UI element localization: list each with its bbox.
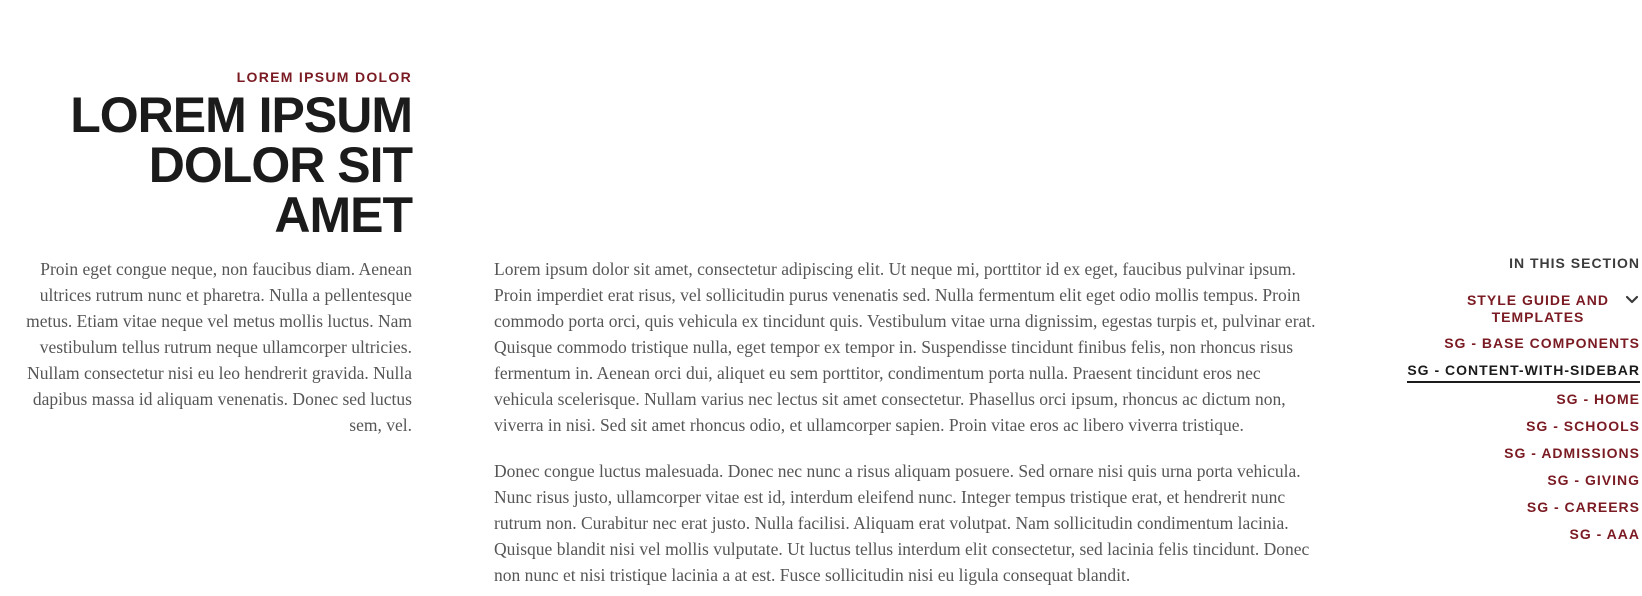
nav-item-aaa[interactable]: SG - AAA [1569, 526, 1640, 542]
nav-parent-label[interactable]: STYLE GUIDE AND TEMPLATES [1466, 292, 1610, 325]
chevron-down-icon[interactable] [1624, 292, 1640, 308]
page-title-line: DOLOR SIT [148, 137, 412, 193]
section-nav-list [1380, 335, 1640, 543]
page-title [10, 87, 412, 243]
body-paragraph: Lorem ipsum dolor sit amet, consectetur adipiscing elit. Ut neque mi, porttitor id ex eget, faucibus pulvinar ipsum. Proin imperdiet erat risus, vel sollicitudin purus venenatis sed. Nulla fermentum elit eget odio mollis tempus. Proin commodo porta orci, quis vehicula ex tincidunt quis. Vestibulum vitae urna dignissim, egestas turpis et, pulvinar erat. Quisque commodo tristique nulla, eget tempor ex tempor in. Suspendisse tincidunt finibus felis, non rhoncus risus fermentum in. Aenean orci dui, aliquet eu sem porttitor, condimentum porta nulla. Praesent tincidunt eros nec vehicula scelerisque. Nullam varius nec lectus sit amet consectetur. Phasellus orci ipsum, rhoncus ac dictum non, viverra in nisi. Sed sit amet rhoncus odio, et ullamcorper sapien. Proin vitae eros ac libero viverra tristique. [494, 259, 1316, 435]
page-title-line: LOREM IPSUM [70, 87, 412, 143]
nav-item-content-with-sidebar[interactable]: SG - CONTENT-WITH-SIDEBAR [1407, 362, 1640, 383]
nav-item-careers[interactable]: SG - CAREERS [1526, 499, 1640, 515]
nav-item-base-components[interactable]: SG - BASE COMPONENTS [1444, 335, 1640, 351]
body-paragraph: Donec congue luctus malesuada. Donec nec nunc a risus aliquam posuere. Sed ornare nisi quis urna porta vehicula. Nunc risus justo, ullamcorper vitae est id, interdum eleifend nunc. Integer tempus tristique erat, et hendrerit nunc rutrum non. Curabitur nec erat justo. Nulla facilisi. Aliquam erat volutpat. Nam sollicitudin condimentum lacinia. Quisque blandit nisi vel mollis vulputate. Ut luctus tellus interdum elit consectetur, sed lacinia felis tincidunt. Donec non nunc et nisi tristique lacinia a at est. Fusce sollicitudin nisi eu ligula consequat blandit. [494, 461, 1310, 585]
section-navigation [1380, 254, 1640, 553]
section-nav-heading: IN THIS SECTION [1509, 255, 1640, 271]
nav-item-home[interactable]: SG - HOME [1556, 391, 1640, 407]
page-title-line: AMET [274, 187, 412, 243]
nav-item-giving[interactable]: SG - GIVING [1547, 472, 1640, 488]
nav-item-schools[interactable]: SG - SCHOOLS [1526, 418, 1640, 434]
nav-parent-style-guide[interactable] [1380, 292, 1640, 326]
nav-item-admissions[interactable]: SG - ADMISSIONS [1504, 445, 1640, 461]
nav-item-wrapper [1380, 362, 1640, 391]
main-content [494, 256, 1316, 596]
eyebrow-label: LOREM IPSUM DOLOR [236, 69, 412, 85]
hero-heading-block [10, 60, 412, 243]
intro-paragraph: Proin eget congue neque, non faucibus diam. Aenean ultrices rutrum nunc et pharetra. Nulla a pellentesque metus. Etiam vitae neque vel metus mollis luctus. Nam vestibulum tellus rutrum neque ullamcorper ultricies. Nullam consectetur nisi eu leo hendrerit gravida. Nulla dapibus massa id aliquam venenatis. Donec sed luctus sem, vel. [26, 259, 412, 435]
